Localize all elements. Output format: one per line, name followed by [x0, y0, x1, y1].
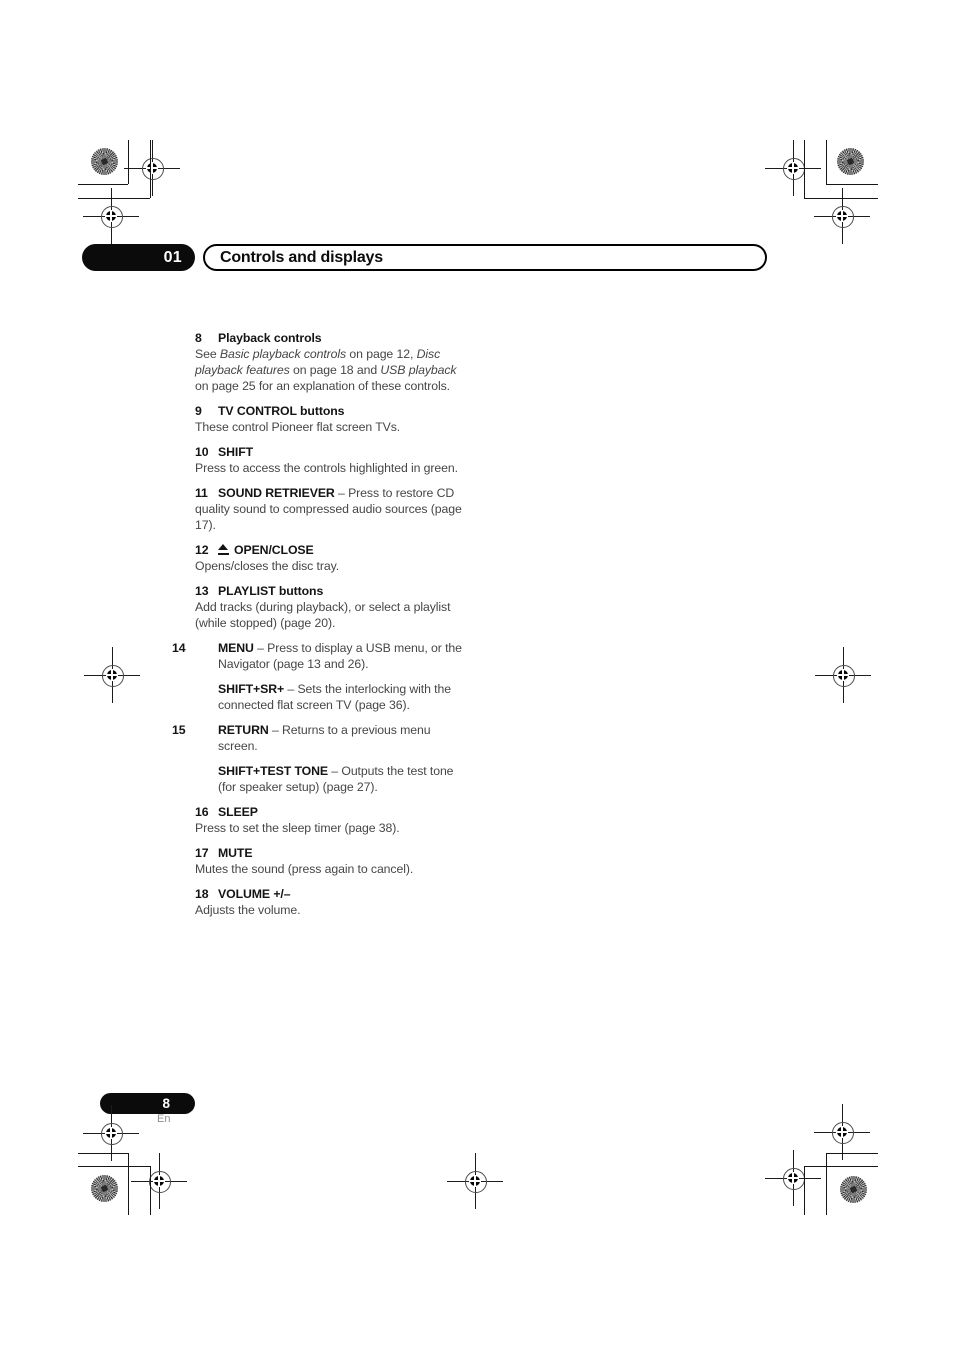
item-body: See Basic playback controls on page 12, Disc playback features on page 18 and USB playback on page 25 for an explanation of these controls. — [195, 347, 457, 393]
item-heading — [195, 542, 471, 558]
item-body: – Press to restore CD quality sound to compressed audio sources (page 17). — [195, 486, 462, 532]
item-title: VOLUME +/– — [218, 887, 291, 901]
item-title: MUTE — [218, 846, 253, 860]
item-heading — [195, 403, 471, 419]
page-number-pill — [100, 1093, 195, 1114]
trim-line — [826, 1153, 878, 1154]
item-heading — [172, 640, 471, 672]
eject-icon — [218, 544, 229, 555]
item-number: 12 — [195, 543, 209, 557]
item-number: 8 — [195, 331, 202, 345]
registration-star-icon — [91, 148, 118, 175]
item-title: SHIFT+TEST TONE — [218, 764, 328, 778]
manual-item — [195, 403, 471, 435]
trim-line — [804, 140, 805, 198]
trim-line — [150, 140, 151, 198]
manual-item — [195, 763, 471, 795]
chapter-number-pill — [82, 244, 195, 271]
item-title: SHIFT — [218, 445, 254, 459]
trim-line — [826, 1153, 827, 1215]
registration-star-icon — [837, 148, 864, 175]
item-number: 9 — [195, 404, 202, 418]
item-title: TV CONTROL buttons — [218, 404, 345, 418]
item-heading — [195, 485, 471, 533]
item-number: 13 — [195, 584, 209, 598]
page-number: 8 — [162, 1096, 170, 1111]
manual-item — [195, 485, 471, 533]
manual-item — [195, 330, 471, 394]
item-body: Press to access the controls highlighted in green. — [195, 461, 458, 475]
trim-line — [826, 140, 827, 184]
item-body: These control Pioneer flat screen TVs. — [195, 420, 401, 434]
item-heading — [195, 886, 471, 902]
chapter-title-box — [203, 244, 767, 271]
item-body: Opens/closes the disc tray. — [195, 559, 340, 573]
trim-line — [78, 184, 128, 185]
manual-item — [195, 845, 471, 877]
item-body: Mutes the sound (press again to cancel). — [195, 862, 414, 876]
item-body: Adjusts the volume. — [195, 903, 301, 917]
item-title: SOUND RETRIEVER — [218, 486, 335, 500]
trim-line — [128, 1153, 129, 1215]
trim-line — [804, 1166, 878, 1167]
item-title: PLAYLIST buttons — [218, 584, 324, 598]
manual-item — [195, 886, 471, 918]
registration-star-icon — [840, 1176, 867, 1203]
item-heading — [195, 330, 471, 346]
trim-line — [150, 1166, 151, 1215]
trim-line — [804, 1166, 805, 1215]
trim-line — [128, 140, 129, 184]
chapter-title: Controls and displays — [220, 249, 383, 266]
item-number: 10 — [195, 445, 209, 459]
manual-item — [172, 722, 471, 754]
item-title: MENU — [218, 641, 254, 655]
language-label: En — [157, 1113, 171, 1125]
trim-line — [804, 198, 878, 199]
items-list — [172, 330, 471, 927]
manual-item — [195, 681, 471, 713]
manual-item — [195, 583, 471, 631]
trim-line — [78, 1166, 150, 1167]
item-title: Playback controls — [218, 331, 322, 345]
item-body: Add tracks (during playback), or select a playlist (while stopped) (page 20). — [195, 600, 451, 630]
item-number: 11 — [195, 486, 208, 500]
item-body: – Sets the interlocking with the connected flat screen TV (page 36). — [218, 682, 451, 712]
item-number: 15 — [172, 723, 186, 737]
item-heading — [195, 444, 471, 460]
manual-item — [195, 804, 471, 836]
item-body: Press to set the sleep timer (page 38). — [195, 821, 400, 835]
manual-item — [195, 542, 471, 574]
item-title: SHIFT+SR+ — [218, 682, 285, 696]
item-body: – Outputs the test tone (for speaker setup) (page 27). — [218, 764, 454, 794]
registration-star-icon — [91, 1175, 118, 1202]
item-number: 17 — [195, 846, 209, 860]
item-heading — [195, 681, 471, 713]
item-heading — [195, 763, 471, 795]
trim-line — [826, 184, 878, 185]
item-heading — [195, 804, 471, 820]
manual-item — [172, 640, 471, 672]
item-heading — [195, 583, 471, 599]
manual-item — [195, 444, 471, 476]
chapter-number: 01 — [163, 249, 182, 266]
trim-line — [78, 1153, 128, 1154]
item-number: 18 — [195, 887, 209, 901]
item-number: 14 — [172, 641, 186, 655]
item-heading — [172, 722, 471, 754]
item-title: RETURN — [218, 723, 269, 737]
item-title: SLEEP — [218, 805, 258, 819]
item-heading — [195, 845, 471, 861]
item-number: 16 — [195, 805, 209, 819]
item-body: – Press to display a USB menu, or the Navigator (page 13 and 26). — [218, 641, 462, 671]
item-body: – Returns to a previous menu screen. — [218, 723, 431, 753]
item-title: OPEN/CLOSE — [234, 543, 314, 557]
trim-line — [78, 198, 150, 199]
